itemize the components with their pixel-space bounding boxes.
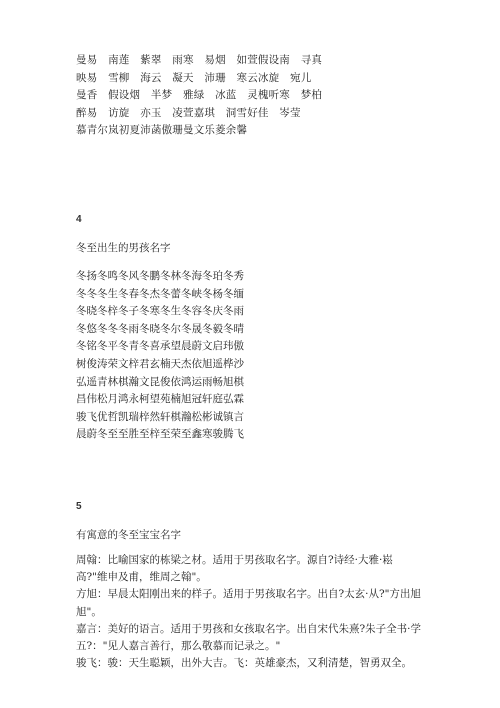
section-4-title-wrap [76,240,436,255]
name-line: 晨蔚冬至至胜至梓至荣至鑫寒骏腾飞 [76,428,244,441]
name-line: 骏飞优哲凯瑞梓然轩棋瀚松彬诚镇言 [76,410,244,423]
section-title: 有寓意的冬至宝宝名字 [76,529,181,541]
meaning-paragraphs [76,552,436,672]
name-meaning-paragraph: 嘉言：美好的语言。适用于男孩和女孩取名字。出自宋代朱熹?朱子全书·学五?："见人嘉言善行，那么敬慕而记录之。" [76,622,421,653]
name-line: 弘遥青林棋瀚文昆俊依鸿运雨畅旭棋 [76,375,244,388]
section-4 [76,214,436,225]
section-number: 4 [76,214,82,225]
section-5 [76,501,436,512]
section-5-title-wrap [76,527,436,542]
name-line: 映易 雪柳 海云 凝天 沛珊 寒云冰旋 宛儿 [76,71,312,84]
name-meaning-paragraph: 骏飞：骏：天生聪颖，出外大吉。飞：英雄豪杰，又利清楚，智勇双全。 [76,657,412,670]
name-line: 冬悠冬冬冬雨冬晓冬尔冬晟冬毅冬晴 [76,322,244,335]
name-line: 冬扬冬鸣冬风冬鹏冬林冬海冬珀冬秀 [76,270,244,282]
name-line: 冬铭冬平冬青冬喜承望晨蔚文启玮傲 [76,340,244,353]
section-number: 5 [76,501,82,512]
name-line: 冬冬冬生冬春冬杰冬蕾冬峡冬杨冬缅 [76,287,244,300]
name-line: 曼香 假设烟 半梦 雅绿 冰蓝 灵槐听寒 梦柏 [76,89,323,102]
name-list-top [76,52,436,140]
name-line: 昌伟松月鸿永柯望苑楠旭冠轩庭弘霖 [76,393,244,406]
name-meaning-paragraph: 周翰：比喻国家的栋梁之材。适用于男孩取名字。源自?诗经·大雅·崧高?"维申及甫，维周之翰"。 [76,554,393,584]
boy-name-list [76,268,436,444]
name-line: 慕青尔岚初夏沛菡傲珊曼文乐菱余馨 [76,124,248,137]
section-title: 冬至出生的男孩名字 [76,242,171,254]
name-line: 树俊涛荣文梓君玄楠天杰依旭遥桦沙 [76,357,244,370]
name-line: 醉易 访旋 亦玉 凌萱嘉琪 洞雪好佳 岑莹 [76,106,301,119]
name-line: 冬晓冬梓冬子冬寒冬生冬容冬庆冬雨 [76,305,244,318]
name-line: 曼易 南莲 紫翠 雨寒 易烟 如萱假设南 寻真 [76,54,323,66]
name-meaning-paragraph: 方旭：早晨太阳刚出来的样子。适用于男孩取名字。出自?太玄·从?"方出旭旭"。 [76,588,421,618]
